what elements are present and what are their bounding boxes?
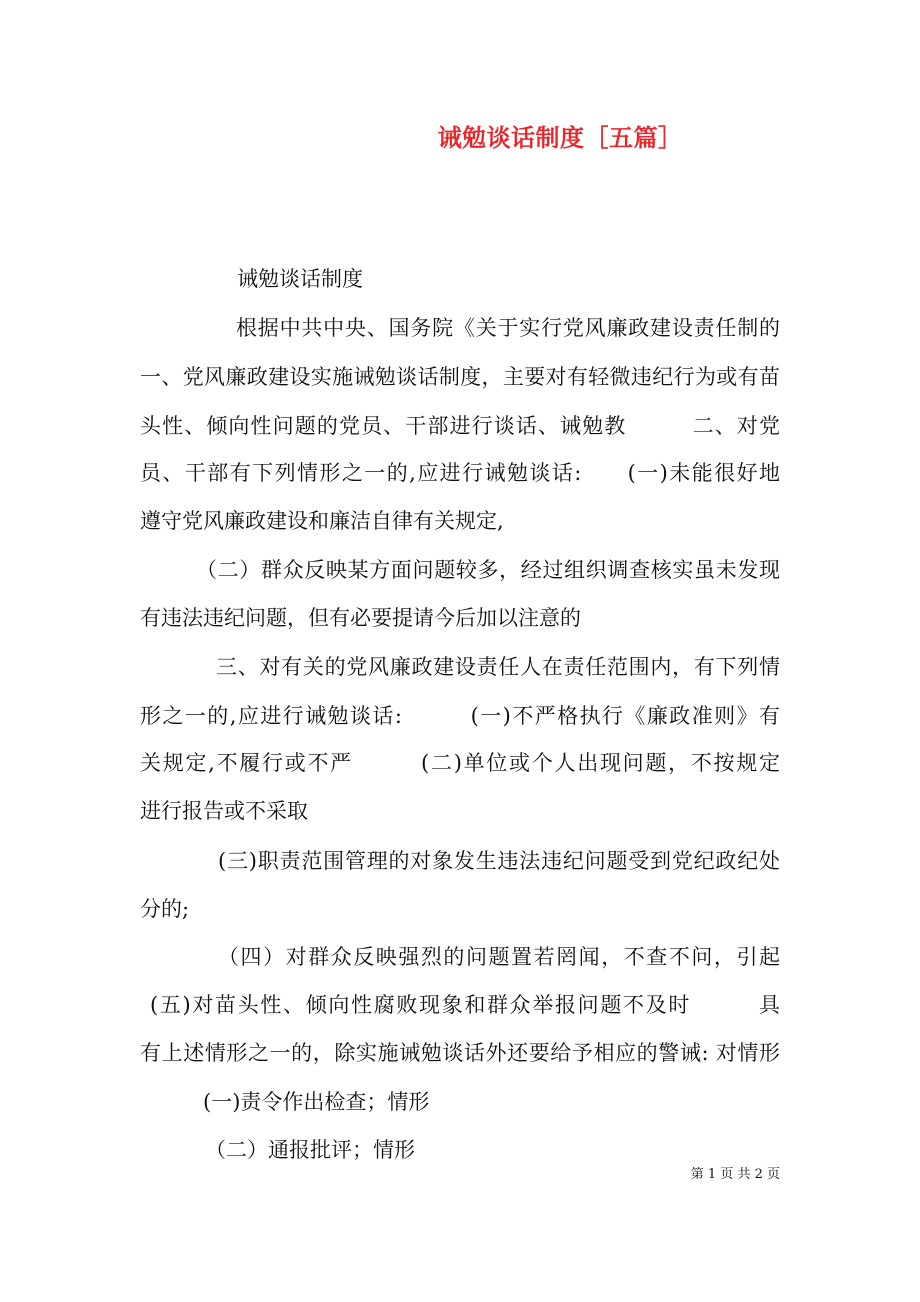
text-line-6: （二）群众反映某方面问题较多，经过组织调查核实虽未发现 [196, 558, 780, 582]
text-line-17: ﻿ (一)责令作出检查；情形 [140, 1090, 430, 1114]
text-line-2: 一、党风廉政建设实施诫勉谈话制度，主要对有轻微违纪行为或有苗 [140, 365, 780, 389]
text-line-7: 有违法违纪问题，但有必要提请今后加以注意的 [140, 606, 581, 630]
text-line-12: (三)职责范围管理的对象发生违法违纪问题受到党纪政纪处 [218, 849, 780, 873]
text-line-11: 进行报告或不采取 [140, 799, 308, 823]
text-line-13: 分的; [140, 897, 190, 921]
text-line-16: 有上述情形之一的，除实施诫勉谈话外还要给予相应的警诫: 对情形 [140, 1041, 780, 1065]
text-line-4: 员、干部有下列情形之一的,应进行诫勉谈话:﻿ (一)未能很好地 [140, 461, 780, 485]
text-line-18: （二）通报批评；情形 [205, 1138, 415, 1162]
text-line-5: 遵守党风廉政建设和廉洁自律有关规定, [140, 509, 504, 533]
text-line-10: 关规定,不履行或不严﻿ (二)单位或个人出现问题，不按规定 [140, 751, 780, 775]
text-line-8: 三、对有关的党风廉政建设责任人在责任范围内，有下列情 [216, 655, 780, 679]
document-title: 诫勉谈话制度［五篇］ [437, 123, 683, 152]
text-line-15: (五)对苗头性、倾向性腐败现象和群众举报问题不及时﻿ 具 [150, 993, 780, 1017]
text-line-14: （四）对群众反映强烈的问题置若罔闻，不查不问，引起﻿ [218, 945, 780, 969]
text-line-3: 头性、倾向性问题的党员、干部进行谈话、诫勉教﻿ 二、对党 [140, 414, 780, 438]
section-heading: 诫勉谈话制度 [237, 267, 363, 291]
text-line-1: 根据中共中央、国务院《关于实行党风廉政建设责任制的﻿ [236, 316, 780, 340]
text-line-9: 形之一的,应进行诫勉谈话:﻿ (一)不严格执行《廉政准则》有 [140, 704, 780, 728]
page-number-footer: 第 1 页 共 2 页 [690, 1167, 780, 1182]
